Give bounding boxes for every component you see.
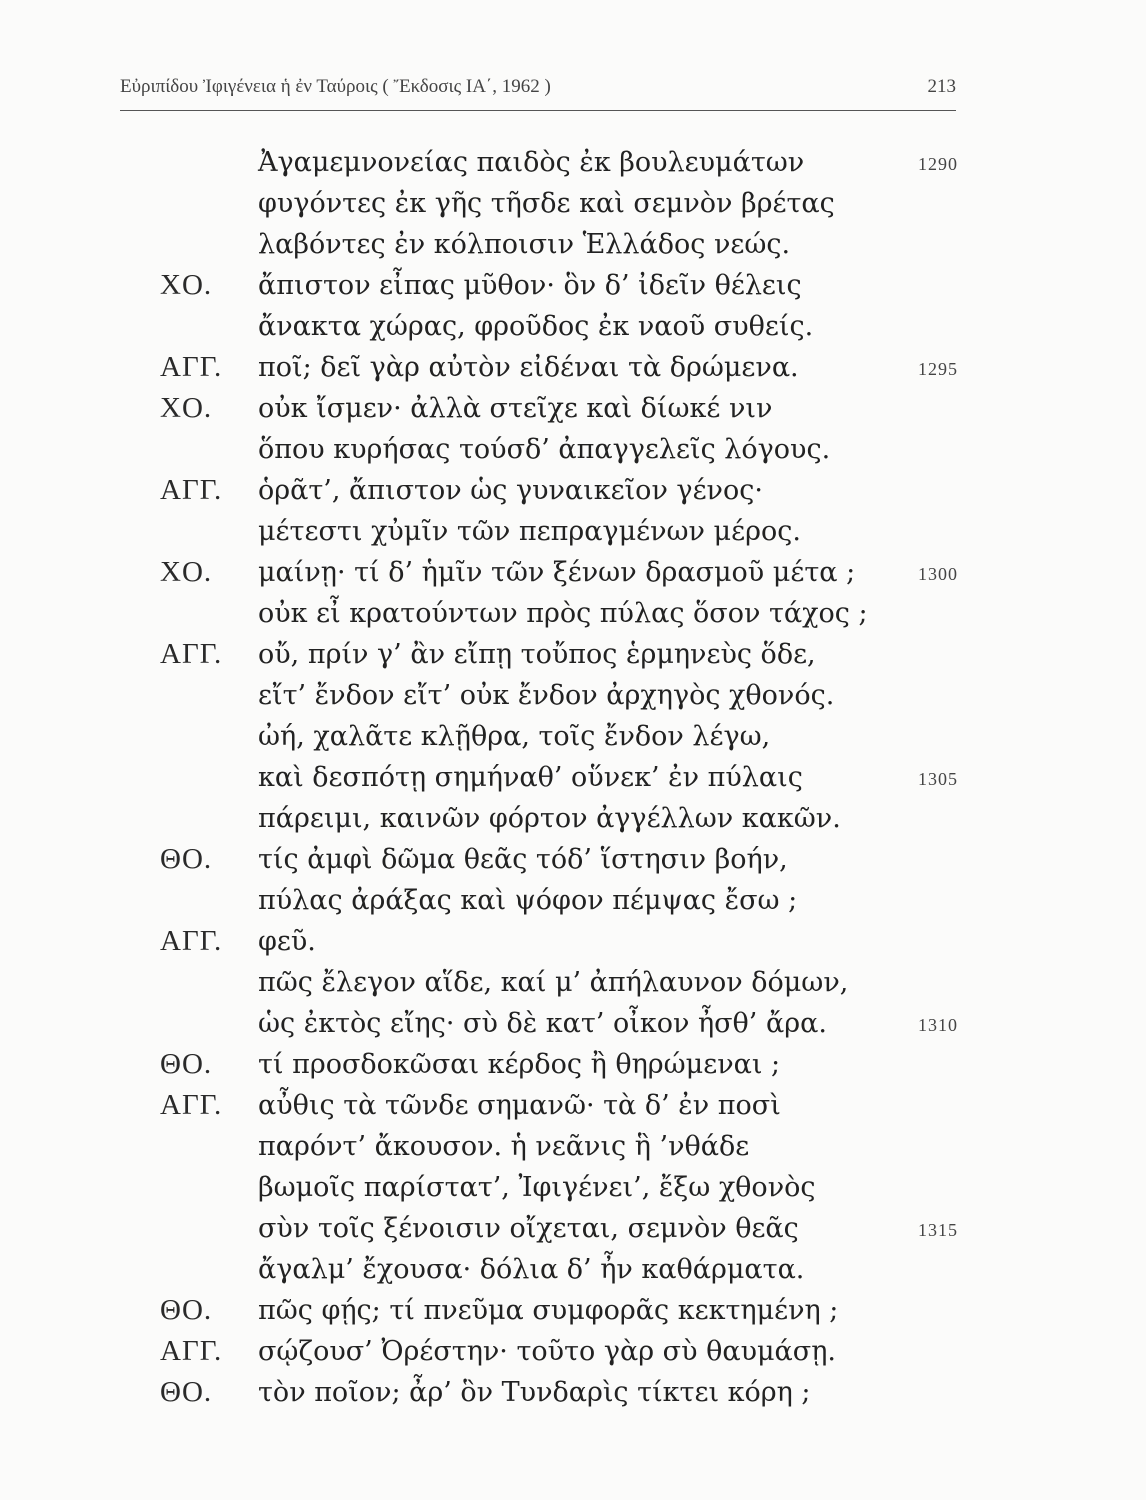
verse-text-line: τὸν ποῖον; ἆρ’ ὃν Τυνδαρὶς τίκτει κόρη ; [258,1377,811,1408]
line-number: 1300 [918,564,958,584]
verse-line [0,1290,1146,1331]
speaker-label: ΑΓΓ. [160,474,223,506]
verse-line [0,1003,1146,1044]
speaker-label: ΧΟ. [160,269,213,301]
verse-text-line: ὡς ἐκτὸς εἴης· σὺ δὲ κατ’ οἶκον ἦσθ’ ἄρα. [258,1008,827,1039]
speaker-label: ΘΟ. [160,843,213,875]
verse-line [0,675,1146,716]
verse-line [0,1331,1146,1372]
verse-text-line: τίς ἀμφὶ δῶμα θεᾶς τόδ’ ἵστησιν βοήν, [258,844,788,875]
verse-line [0,593,1146,634]
verse-text-line: πῶς φῄς; τί πνεῦμα συμφορᾶς κεκτημένη ; [258,1295,839,1326]
verse-line [0,1249,1146,1290]
verse-line [0,552,1146,593]
verse-text-line: ἄπιστον εἶπας μῦθον· ὃν δ’ ἰδεῖν θέλεις [258,270,802,301]
verse-text-line: βωμοῖς παρίστατ’, Ἰφιγένει’, ἔξω χθονὸς [258,1172,816,1203]
verse-line [0,183,1146,224]
speaker-label: ΑΓΓ. [160,1089,223,1121]
verse-line [0,757,1146,798]
running-header [120,70,956,111]
speaker-label: ΘΟ. [160,1294,213,1326]
verse-line [0,224,1146,265]
verse-text-line: σὺν τοῖς ξένοισιν οἴχεται, σεμνὸν θεᾶς [258,1213,799,1244]
verse-line [0,962,1146,1003]
verse-text-line: ἄνακτα χώρας, φροῦδος ἐκ ναοῦ συθείς. [258,311,814,342]
verse-text-line: ὅπου κυρήσας τούσδ’ ἀπαγγελεῖς λόγους. [258,434,831,465]
verse-text-line: ὁρᾶτ’, ἄπιστον ὡς γυναικεῖον γένος· [258,475,763,506]
verse-line [0,1126,1146,1167]
speaker-label: ΧΟ. [160,556,213,588]
verse-text-line: εἴτ’ ἔνδον εἴτ’ οὐκ ἔνδον ἀρχηγὸς χθονός. [258,680,835,711]
speaker-label: ΘΟ. [160,1376,213,1408]
verse-line [0,511,1146,552]
speaker-label: ΑΓΓ. [160,638,223,670]
verse-line [0,142,1146,183]
speaker-label: ΧΟ. [160,392,213,424]
verse-text-line: αὖθις τὰ τῶνδε σημανῶ· τὰ δ’ ἐν ποσὶ [258,1090,781,1121]
speaker-label: ΑΓΓ. [160,925,223,957]
verse-line [0,1208,1146,1249]
verse-text [0,142,1146,1413]
verse-text-line: σῴζουσ’ Ὀρέστην· τοῦτο γὰρ σὺ θαυμάσῃ. [258,1336,836,1367]
verse-text-line: πύλας ἀράξας καὶ ψόφον πέμψας ἔσω ; [258,885,798,916]
verse-line [0,921,1146,962]
verse-text-line: φεῦ. [258,926,316,957]
line-number: 1315 [918,1220,958,1240]
verse-text-line: οὐκ εἶ κρατούντων πρὸς πύλας ὅσον τάχος ; [258,598,868,629]
verse-text-line: οὔ, πρίν γ’ ἂν εἴπῃ τοὔπος ἑρμηνεὺς ὅδε, [258,639,816,670]
verse-text-line: ὠή, χαλᾶτε κλῇθρα, τοῖς ἔνδον λέγω, [258,721,771,752]
verse-line [0,1372,1146,1413]
verse-line [0,716,1146,757]
verse-text-line: καὶ δεσπότῃ σημήναθ’ οὕνεκ’ ἐν πύλαις [258,762,803,793]
verse-line [0,839,1146,880]
line-number: 1295 [918,359,958,379]
verse-text-line: παρόντ’ ἄκουσον. ἡ νεᾶνις ἣ ’νθάδε [258,1131,750,1162]
header-title: Εὐριπίδου Ἰφιγένεια ἡ ἐν Ταύροις ( Ἔκδοσις ΙΑ΄, 1962 ) [120,76,551,97]
verse-text-line: μαίνῃ· τί δ’ ἡμῖν τῶν ξένων δρασμοῦ μέτα ; [258,557,856,588]
verse-line [0,1167,1146,1208]
verse-line [0,306,1146,347]
verse-text-line: ποῖ; δεῖ γὰρ αὐτὸν εἰδέναι τὰ δρώμενα. [258,352,799,383]
speaker-label: ΘΟ. [160,1048,213,1080]
verse-line [0,429,1146,470]
verse-text-line: φυγόντες ἐκ γῆς τῆσδε καὶ σεμνὸν βρέτας [258,188,835,219]
verse-text-line: ἄγαλμ’ ἔχουσα· δόλια δ’ ἦν καθάρματα. [258,1254,805,1285]
verse-line [0,1044,1146,1085]
verse-line [0,798,1146,839]
verse-line [0,265,1146,306]
verse-line [0,880,1146,921]
verse-line [0,388,1146,429]
speaker-label: ΑΓΓ. [160,351,223,383]
verse-text-line: πῶς ἔλεγον αἵδε, καί μ’ ἀπήλαυνον δόμων, [258,967,849,998]
verse-text-line: λαβόντες ἐν κόλποισιν Ἑλλάδος νεώς. [258,229,791,260]
line-number: 1310 [918,1015,958,1035]
line-number: 1290 [918,154,958,174]
line-number: 1305 [918,769,958,789]
page-number: 213 [927,76,956,97]
verse-line [0,1085,1146,1126]
verse-text-line: Ἀγαμεμνονείας παιδὸς ἐκ βουλευμάτων [258,147,805,178]
verse-text-line: μέτεστι χὐμῖν τῶν πεπραγμένων μέρος. [258,516,801,547]
verse-text-line: οὐκ ἴσμεν· ἀλλὰ στεῖχε καὶ δίωκέ νιν [258,393,773,424]
verse-line [0,347,1146,388]
verse-line [0,470,1146,511]
speaker-label: ΑΓΓ. [160,1335,223,1367]
verse-text-line: πάρειμι, καινῶν φόρτον ἀγγέλλων κακῶν. [258,803,841,834]
verse-line [0,634,1146,675]
verse-text-line: τί προσδοκῶσαι κέρδος ἢ θηρώμεναι ; [258,1049,781,1080]
